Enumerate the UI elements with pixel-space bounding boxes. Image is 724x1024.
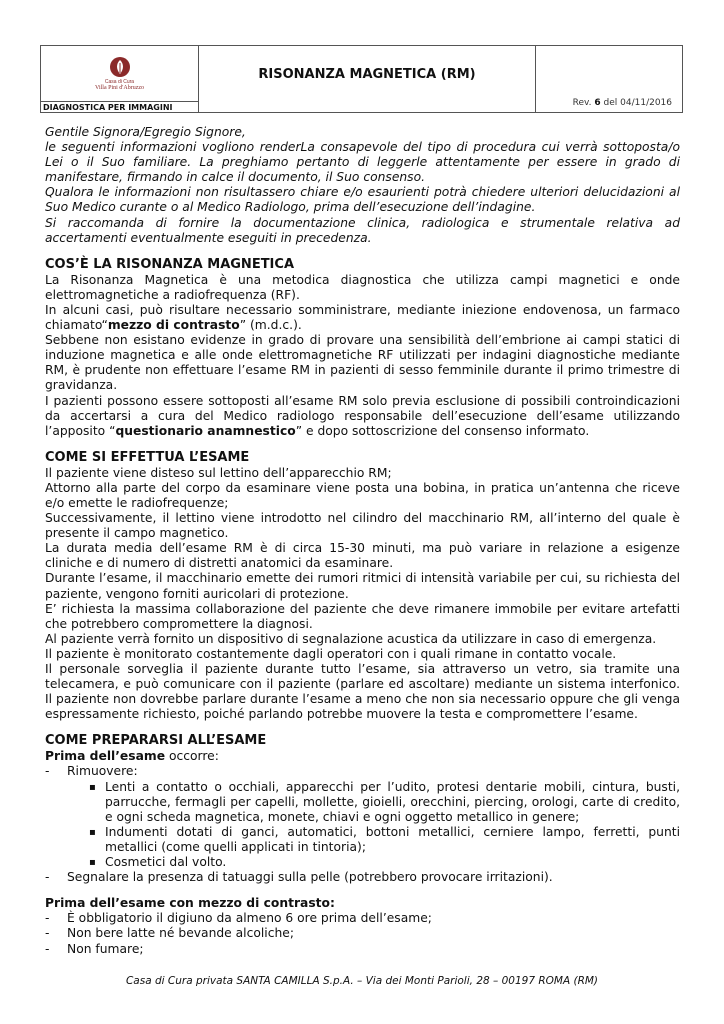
paragraph: La Risonanza Magnetica è una metodica diagnostica che utilizza campi magnetici e onde elettromagnetiche a radiofrequenza (RF). <box>45 272 680 302</box>
rev-date: del 04/11/2016 <box>603 98 672 108</box>
paragraph: Attorno alla parte del corpo da esaminare viene posta una bobina, in pratica un’antenna che riceve e/o emette le radiofrequenze; <box>45 480 680 510</box>
questionnaire-term: questionario anamnestico <box>115 423 296 438</box>
paragraph: Il personale sorveglia il paziente durante tutto l’esame, sia attraverso un vetro, sia tramite una telecamera, e può comunicare con il paziente (parlare ed ascoltare) mediante un sistema interfonico. Il paziente non dovrebbe parlare durante l’esame a meno che non sia necessario oppure che gli venga espressamente richiesto, poiché parlando potrebbe muovere la testa e compromettere l’esame. <box>45 662 680 722</box>
document-title: RISONANZA MAGNETICA (RM) <box>199 46 536 113</box>
list-item: ▪ Cosmetici dal volto. <box>89 855 680 870</box>
list-item: ▪ Indumenti dotati di ganci, automatici, bottoni metallici, cerniere lampo, ferretti, punti metallici (come quelli applicati in tintoria); <box>89 825 680 855</box>
paragraph: Al paziente verrà fornito un dispositivo di segnalazione acustica da utilizzare in caso di emergenza. <box>45 631 657 646</box>
logo-subtitle: Casa di Cura <box>104 79 135 85</box>
paragraph: Successivamente, il lettino viene introdotto nel cilindro del macchinario RM, all’interno del quale è presente il campo magnetico. <box>45 511 680 541</box>
document-body <box>45 125 680 957</box>
department-label: DIAGNOSTICA PER IMMAGINI <box>41 101 199 113</box>
paragraph: I pazienti possono essere sottoposti all’esame RM solo previa esclusione di possibili controindicazioni da accertarsi a cura del Medico radiologo responsabile dell’esecuzione dell’esame utilizzando l’apposito “questionario anamnestico” e dopo sottoscrizione del consenso informato. <box>45 393 680 438</box>
contrast-prep-heading: Prima dell’esame con mezzo di contrasto: <box>45 896 335 911</box>
revision-info <box>573 98 672 108</box>
prep-intro: Prima dell’esame occorre: <box>45 749 219 764</box>
rev-number: 6 <box>594 98 601 108</box>
list-item: - Rimuovere: ▪ Lenti a contatto o occhiali, apparecchi per l’udito, protesi dentarie mobili, cintura, busti, parrucche, fermagli per capelli, mollette, gioielli, orecchini, piercing, orologi, carte di credito, e ogni scheda magnetica, monete, chiavi e ogni oggetto metallico in genere; ▪ Indumenti dotati di ganci, automatici, bottoni metallici, cerniere lampo, ferretti, punti metallici (come quelli applicati in tintoria); ▪ Cosmetici dal volto. <box>45 764 680 870</box>
paragraph: Durante l’esame, il macchinario emette dei rumori ritmici di intensità variabile per cui, su richiesta del paziente, vengono forniti auricolari di protezione. <box>45 571 680 601</box>
list-item: - Non bere latte né bevande alcoliche; <box>45 926 680 941</box>
intro-paragraph: Si raccomanda di fornire la documentazione clinica, radiologica e strumentale relativa ad accertamenti eventualmente eseguiti in precedenza. <box>45 215 680 245</box>
greeting: Gentile Signora/Egregio Signore, <box>45 125 246 139</box>
list-item: ▪ Lenti a contatto o occhiali, apparecchi per l’udito, protesi dentarie mobili, cintura, busti, parrucche, fermagli per capelli, mollette, gioielli, orecchini, piercing, orologi, carte di credito, e ogni scheda magnetica, monete, chiavi e ogni oggetto metallico in genere; <box>89 780 680 825</box>
paragraph: Il paziente è monitorato costantemente dagli operatori con i quali rimane in contatto vocale. <box>45 646 617 661</box>
list-item: - Segnalare la presenza di tatuaggi sulla pelle (potrebbero provocare irritazioni). <box>45 870 680 885</box>
clinic-logo-icon <box>108 55 132 79</box>
section-heading-preparation: COME PREPARARSI ALL’ESAME <box>45 733 267 749</box>
logo-name: Villa Pini d'Abruzzo <box>94 85 145 91</box>
list-item: - È obbligatorio il digiuno da almeno 6 ore prima dell’esame; <box>45 911 680 926</box>
intro-paragraph: le seguenti informazioni vogliono renderLa consapevole del tipo di procedura cui verrà sottoposta/o Lei o il Suo familiare. La preghiamo pertanto di leggerle attentamente per essere in grado di manifestare, firmando in calce il documento, il Suo consenso. <box>45 140 680 185</box>
intro-paragraph: Qualora le informazioni non risultassero chiare e/o esaurienti potrà chiedere ulteriori delucidazioni al Suo Medico curante o al Medico Radiologo, prima dell’esecuzione dell’indagine. <box>45 185 680 215</box>
rev-prefix: Rev. <box>572 98 592 108</box>
paragraph: In alcuni casi, può risultare necessario somministrare, mediante iniezione endovenosa, un farmaco chiamato“mezzo di contrasto” (m.d.c.). <box>45 302 680 333</box>
logo-cell <box>41 46 199 101</box>
paragraph: La durata media dell’esame RM è di circa 15-30 minuti, ma può variare in relazione a esigenze cliniche e di numero di distretti anatomici da esaminare. <box>45 541 680 571</box>
prep-list <box>45 764 680 885</box>
footer-address: Casa di Cura privata SANTA CAMILLA S.p.A. – Via dei Monti Parioli, 28 – 00197 ROMA (RM) <box>125 975 599 987</box>
paragraph: Sebbene non esistano evidenze in grado di provare una sensibilità dell’embrione ai campi statici di induzione magnetica e alle onde elettromagnetiche RF utilizzati per indagini diagnostiche mediante RM, è prudente non effettuare l’esame RM in pazienti di sesso femminile durante il primo trimestre di gravidanza. <box>45 333 680 393</box>
list-item: - Non fumare; <box>45 942 680 957</box>
intro-section <box>45 125 680 246</box>
section-heading-what-is: COS’È LA RISONANZA MAGNETICA <box>45 256 294 272</box>
document-header <box>40 45 683 113</box>
remove-sublist <box>67 780 680 871</box>
contrast-term: mezzo di contrasto <box>107 318 240 333</box>
paragraph: Il paziente viene disteso sul lettino dell’apparecchio RM; <box>45 465 392 480</box>
paragraph: E’ richiesta la massima collaborazione del paziente che deve rimanere immobile per evitare artefatti che potrebbero compromettere la diagnosi. <box>45 601 680 631</box>
section-heading-procedure: COME SI EFFETTUA L’ESAME <box>45 449 250 465</box>
contrast-prep-list <box>45 911 680 956</box>
